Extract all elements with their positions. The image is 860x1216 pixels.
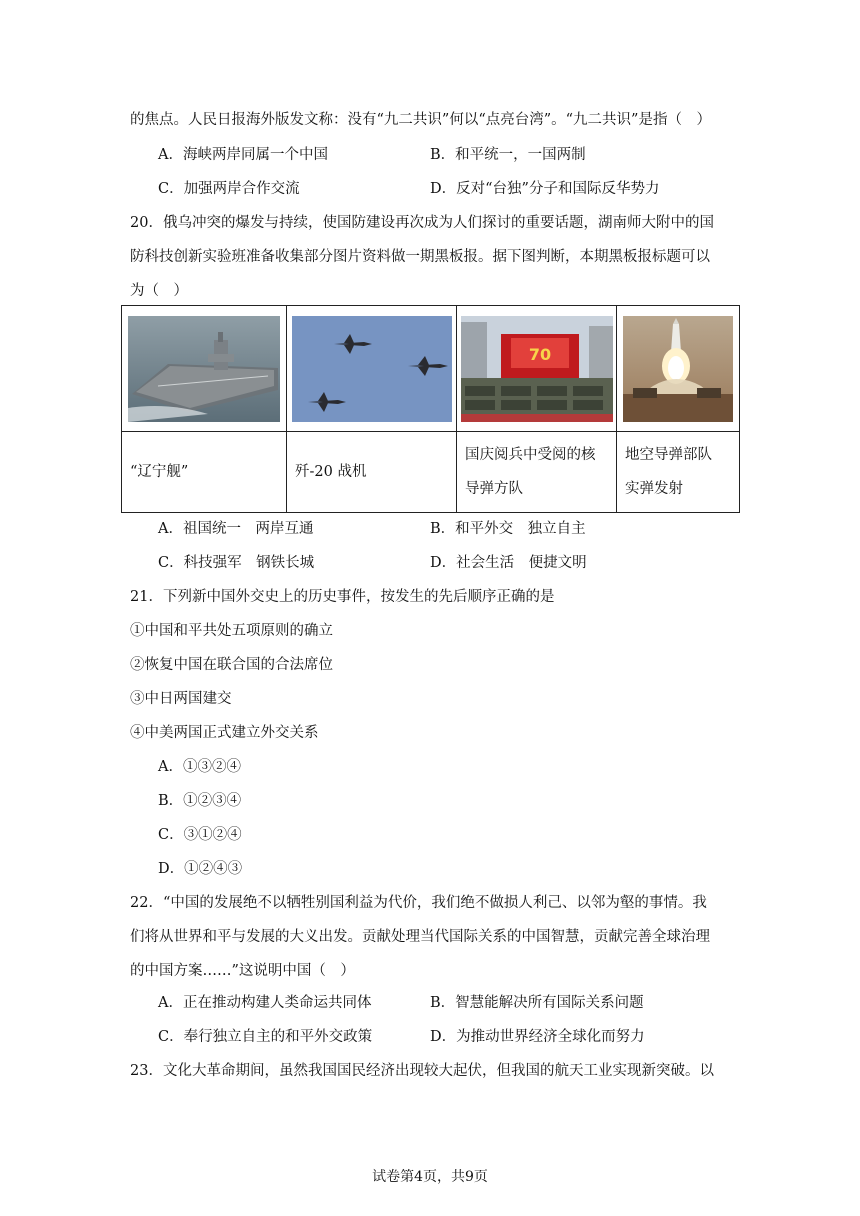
q19-option-b: B．和平统一，一国两制 [430, 147, 586, 163]
cell-missile-launch [617, 306, 740, 432]
q22-stem-line-2: 们将从世界和平与发展的大义出发。贡献处理当代国际关系的中国智慧，贡献完善全球治理 [130, 929, 710, 945]
q21-stem: 21．下列新中国外交史上的历史事件，按发生的先后顺序正确的是 [130, 589, 555, 605]
q22-option-d: D．为推动世界经济全球化而努力 [430, 1029, 645, 1045]
q22-option-a: A．正在推动构建人类命运共同体 [158, 995, 372, 1011]
caption-missile-launch-line-1: 地空导弹部队 [625, 447, 712, 463]
q20-option-b: B．和平外交 独立自主 [430, 521, 586, 537]
q20-stem-line-2: 防科技创新实验班准备收集部分图片资料做一期黑板报。据下图判断，本期黑板报标题可以 [130, 249, 710, 265]
cell-parade-missiles [457, 306, 617, 432]
q21-item-1: ①中国和平共处五项原则的确立 [130, 623, 333, 639]
q21-item-4: ④中美两国正式建立外交关系 [130, 725, 319, 741]
page-footer: 试卷第4页，共9页 [372, 1169, 488, 1185]
q21-option-c: C．③①②④ [158, 827, 242, 843]
q20-image-table [121, 305, 740, 513]
q20-option-d: D．社会生活 便捷文明 [430, 555, 587, 571]
caption-j20: 歼-20 战机 [287, 432, 457, 513]
q19-option-d: D．反对“台独”分子和国际反华势力 [430, 181, 660, 197]
q20-stem-line-1: 20．俄乌冲突的爆发与持续，使国防建设再次成为人们探讨的重要话题，湖南师大附中的国 [130, 215, 714, 231]
fighter-jets-photo [292, 316, 452, 422]
cell-fighter-jets [287, 306, 457, 432]
parade-sign-text: 70 [528, 344, 551, 364]
q20-option-a: A．祖国统一 两岸互通 [158, 521, 314, 537]
q20-option-c: C．科技强军 钢铁长城 [158, 555, 315, 571]
caption-liaoning: “辽宁舰” [122, 432, 287, 513]
caption-parade-missiles [457, 432, 617, 513]
q22-stem-line-1: 22．“中国的发展绝不以牺牲别国利益为代价，我们绝不做损人利己、以邻为壑的事情。我 [130, 895, 707, 911]
cell-aircraft-carrier [122, 306, 287, 432]
q19-option-a: A．海峡两岸同属一个中国 [158, 147, 328, 163]
q22-option-b: B．智慧能解决所有国际关系问题 [430, 995, 644, 1011]
caption-parade-missiles-line-2: 导弹方队 [465, 481, 523, 497]
parade-missile-photo [461, 316, 613, 422]
q21-option-d: D．①②④③ [158, 861, 243, 877]
q22-option-c: C．奉行独立自主的和平外交政策 [158, 1029, 373, 1045]
q19-stem-continuation: 的焦点。人民日报海外版发文称：没有“九二共识”何以“点亮台湾”。“九二共识”是指（ ） [130, 112, 711, 128]
q22-stem-line-3: 的中国方案……”这说明中国（ ） [130, 963, 355, 979]
q21-option-b: B．①②③④ [158, 793, 242, 809]
q21-item-2: ②恢复中国在联合国的合法席位 [130, 657, 333, 673]
q23-stem-line-1: 23．文化大革命期间，虽然我国国民经济出现较大起伏，但我国的航天工业实现新突破。以 [130, 1063, 714, 1079]
aircraft-carrier-photo [128, 316, 280, 422]
caption-missile-launch-line-2: 实弹发射 [625, 481, 683, 497]
caption-missile-launch [617, 432, 740, 513]
q21-option-a: A．①③②④ [158, 759, 241, 775]
missile-launch-photo [623, 316, 733, 422]
q19-option-c: C．加强两岸合作交流 [158, 181, 300, 197]
caption-parade-missiles-line-1: 国庆阅兵中受阅的核 [465, 447, 596, 463]
q20-stem-line-3: 为（ ） [130, 283, 188, 299]
q21-item-3: ③中日两国建交 [130, 691, 232, 707]
